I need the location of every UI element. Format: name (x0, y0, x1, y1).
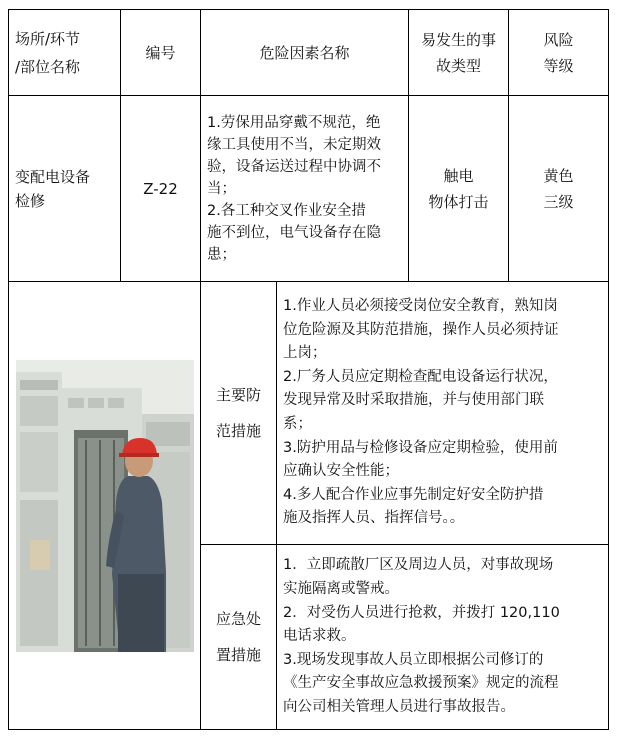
maintenance-photo (16, 360, 194, 652)
header-location: 场所/环节 /部位名称 (9, 10, 121, 96)
emergency-measures-text: 1．立即疏散厂区及周边人员，对事故现场 实施隔离或警戒。 2．对受伤人员进行抢救，并拨打 120,110 电话求救。 3.现场发现事故人员立即根据公司修订的 《生产安全事故应急救援预案》规定的流程 向公司相关管理人员进行事故报告。 (277, 545, 609, 730)
header-accident-type: 易发生的事 故类型 (409, 10, 509, 96)
photo-cell (9, 282, 201, 730)
header-number: 编号 (121, 10, 201, 96)
header-row (9, 10, 609, 96)
main-measures-label: 主要防 范措施 (201, 282, 277, 545)
emergency-measures-label: 应急处 置措施 (201, 545, 277, 730)
hazard-table (8, 9, 609, 730)
accident-type-cell: 触电 物体打击 (409, 96, 509, 282)
header-risk-level: 风险 等级 (509, 10, 609, 96)
hazard-row (9, 96, 609, 282)
main-measures-row (9, 282, 609, 545)
code-cell: Z-22 (121, 96, 201, 282)
location-cell: 变配电设备 检修 (9, 96, 121, 282)
header-hazard-name: 危险因素名称 (201, 10, 409, 96)
risk-level-cell: 黄色 三级 (509, 96, 609, 282)
main-measures-text: 1.作业人员必须接受岗位安全教育，熟知岗 位危险源及其防范措施，操作人员必须持证 上岗； 2.厂务人员应定期检查配电设备运行状况， 发现异常及时采取措施，并与使用部门联 系； 3.防护用品与检修设备应定期检验，使用前 应确认安全性能； 4.多人配合作业应事先制定好安全防护措 施及指挥人员、指挥信号。。 (277, 282, 609, 545)
hazard-card (8, 9, 608, 735)
hazard-description: 1.劳保用品穿戴不规范，绝 缘工具使用不当，未定期效 验，设备运送过程中协调不 当； 2.各工种交叉作业安全措 施不到位，电气设备存在隐 患； (201, 96, 409, 282)
